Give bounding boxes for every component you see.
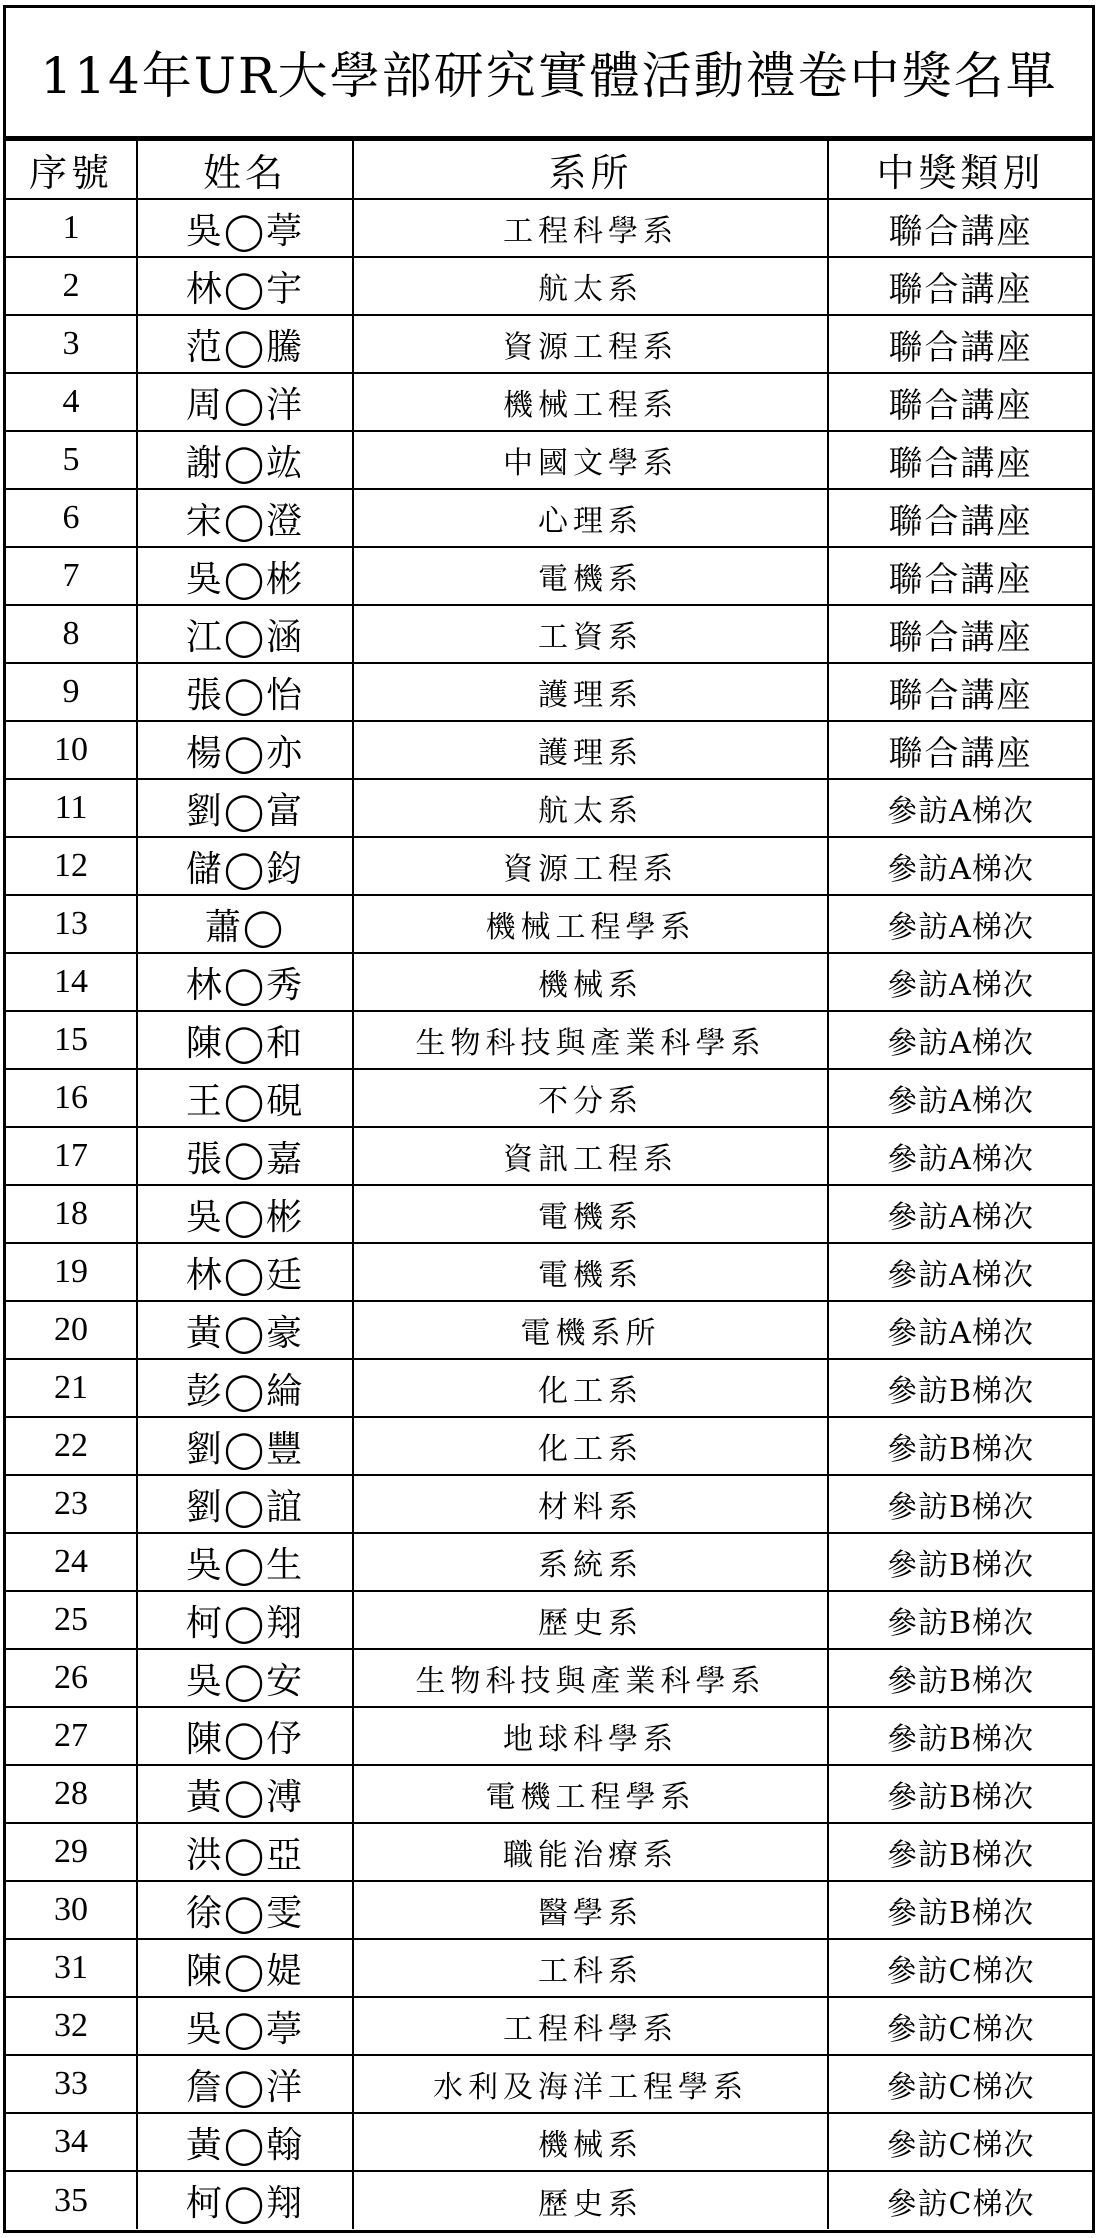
seq-cell: 12 <box>6 837 137 895</box>
seq-cell: 26 <box>6 1649 137 1707</box>
dept-cell: 護理系 <box>353 721 828 779</box>
table-row <box>6 257 1092 315</box>
prize-cell: 聯合講座 <box>828 257 1092 315</box>
seq-cell: 15 <box>6 1011 137 1069</box>
seq-cell: 18 <box>6 1185 137 1243</box>
prize-cell: 參訪A梯次 <box>828 1185 1092 1243</box>
header-prize: 中獎類別 <box>828 140 1092 199</box>
prize-cell: 參訪B梯次 <box>828 1823 1092 1881</box>
name-cell: 陳◯伃 <box>137 1707 353 1765</box>
table-row <box>6 1475 1092 1533</box>
name-cell: 儲◯鈞 <box>137 837 353 895</box>
seq-cell: 6 <box>6 489 137 547</box>
seq-cell: 22 <box>6 1417 137 1475</box>
dept-cell: 材料系 <box>353 1475 828 1533</box>
dept-cell: 電機系所 <box>353 1301 828 1359</box>
dept-cell: 機械工程系 <box>353 373 828 431</box>
prize-cell: 參訪A梯次 <box>828 1069 1092 1127</box>
document-title: 114年UR大學部研究實體活動禮卷中獎名單 <box>6 8 1092 139</box>
prize-cell: 聯合講座 <box>828 663 1092 721</box>
prize-cell: 參訪C梯次 <box>828 1939 1092 1997</box>
dept-cell: 地球科學系 <box>353 1707 828 1765</box>
seq-cell: 14 <box>6 953 137 1011</box>
dept-cell: 機械系 <box>353 953 828 1011</box>
name-cell: 柯◯翔 <box>137 2171 353 2229</box>
table-header-row <box>6 140 1092 199</box>
seq-cell: 27 <box>6 1707 137 1765</box>
seq-cell: 8 <box>6 605 137 663</box>
table-row <box>6 663 1092 721</box>
name-cell: 江◯涵 <box>137 605 353 663</box>
name-cell: 柯◯翔 <box>137 1591 353 1649</box>
table-row <box>6 373 1092 431</box>
name-cell: 吳◯生 <box>137 1533 353 1591</box>
name-cell: 周◯洋 <box>137 373 353 431</box>
prize-cell: 參訪B梯次 <box>828 1591 1092 1649</box>
table-row <box>6 1997 1092 2055</box>
name-cell: 林◯秀 <box>137 953 353 1011</box>
table-row <box>6 721 1092 779</box>
table-row <box>6 1243 1092 1301</box>
seq-cell: 35 <box>6 2171 137 2229</box>
prize-cell: 聯合講座 <box>828 489 1092 547</box>
table-row <box>6 2055 1092 2113</box>
prize-cell: 參訪A梯次 <box>828 779 1092 837</box>
table-row <box>6 1823 1092 1881</box>
dept-cell: 不分系 <box>353 1069 828 1127</box>
name-cell: 黃◯翰 <box>137 2113 353 2171</box>
name-cell: 黃◯溥 <box>137 1765 353 1823</box>
seq-cell: 34 <box>6 2113 137 2171</box>
dept-cell: 電機系 <box>353 1185 828 1243</box>
prize-cell: 聯合講座 <box>828 431 1092 489</box>
dept-cell: 歷史系 <box>353 1591 828 1649</box>
name-cell: 張◯嘉 <box>137 1127 353 1185</box>
name-cell: 劉◯豐 <box>137 1417 353 1475</box>
dept-cell: 醫學系 <box>353 1881 828 1939</box>
prize-cell: 參訪B梯次 <box>828 1475 1092 1533</box>
name-cell: 詹◯洋 <box>137 2055 353 2113</box>
prize-cell: 聯合講座 <box>828 547 1092 605</box>
prize-cell: 聯合講座 <box>828 605 1092 663</box>
seq-cell: 31 <box>6 1939 137 1997</box>
seq-cell: 7 <box>6 547 137 605</box>
name-cell: 王◯硯 <box>137 1069 353 1127</box>
seq-cell: 9 <box>6 663 137 721</box>
seq-cell: 29 <box>6 1823 137 1881</box>
header-seq: 序號 <box>6 140 137 199</box>
seq-cell: 16 <box>6 1069 137 1127</box>
table-row <box>6 1939 1092 1997</box>
prize-cell: 參訪B梯次 <box>828 1765 1092 1823</box>
table-row <box>6 953 1092 1011</box>
seq-cell: 21 <box>6 1359 137 1417</box>
name-cell: 洪◯亞 <box>137 1823 353 1881</box>
prize-cell: 參訪B梯次 <box>828 1359 1092 1417</box>
table-row <box>6 1591 1092 1649</box>
prize-cell: 參訪B梯次 <box>828 1881 1092 1939</box>
seq-cell: 20 <box>6 1301 137 1359</box>
name-cell: 林◯宇 <box>137 257 353 315</box>
table-body <box>6 199 1092 2229</box>
dept-cell: 化工系 <box>353 1359 828 1417</box>
table-row <box>6 1765 1092 1823</box>
dept-cell: 生物科技與產業科學系 <box>353 1649 828 1707</box>
prize-cell: 參訪A梯次 <box>828 1301 1092 1359</box>
dept-cell: 資源工程系 <box>353 837 828 895</box>
prize-cell: 參訪A梯次 <box>828 1243 1092 1301</box>
table-row <box>6 315 1092 373</box>
table-row <box>6 489 1092 547</box>
name-cell: 吳◯安 <box>137 1649 353 1707</box>
table-row <box>6 895 1092 953</box>
name-cell: 吳◯彬 <box>137 547 353 605</box>
prize-cell: 參訪C梯次 <box>828 2171 1092 2229</box>
table-row <box>6 837 1092 895</box>
name-cell: 宋◯澄 <box>137 489 353 547</box>
dept-cell: 歷史系 <box>353 2171 828 2229</box>
dept-cell: 工程科學系 <box>353 199 828 257</box>
name-cell: 吳◯葶 <box>137 1997 353 2055</box>
name-cell: 蕭◯ <box>137 895 353 953</box>
prize-cell: 聯合講座 <box>828 315 1092 373</box>
name-cell: 林◯廷 <box>137 1243 353 1301</box>
table-row <box>6 1881 1092 1939</box>
prize-cell: 參訪C梯次 <box>828 1997 1092 2055</box>
seq-cell: 23 <box>6 1475 137 1533</box>
dept-cell: 工資系 <box>353 605 828 663</box>
winner-table <box>6 139 1092 2229</box>
seq-cell: 1 <box>6 199 137 257</box>
dept-cell: 資源工程系 <box>353 315 828 373</box>
seq-cell: 24 <box>6 1533 137 1591</box>
seq-cell: 13 <box>6 895 137 953</box>
seq-cell: 33 <box>6 2055 137 2113</box>
dept-cell: 航太系 <box>353 257 828 315</box>
table-row <box>6 1011 1092 1069</box>
prize-cell: 參訪C梯次 <box>828 2113 1092 2171</box>
dept-cell: 機械工程學系 <box>353 895 828 953</box>
table-row <box>6 1533 1092 1591</box>
prize-cell: 參訪A梯次 <box>828 837 1092 895</box>
dept-cell: 工程科學系 <box>353 1997 828 2055</box>
name-cell: 劉◯富 <box>137 779 353 837</box>
prize-cell: 參訪C梯次 <box>828 2055 1092 2113</box>
seq-cell: 32 <box>6 1997 137 2055</box>
header-dept: 系所 <box>353 140 828 199</box>
table-row <box>6 1707 1092 1765</box>
dept-cell: 護理系 <box>353 663 828 721</box>
table-row <box>6 1069 1092 1127</box>
prize-cell: 參訪A梯次 <box>828 1011 1092 1069</box>
dept-cell: 工科系 <box>353 1939 828 1997</box>
table-row <box>6 2113 1092 2171</box>
dept-cell: 水利及海洋工程學系 <box>353 2055 828 2113</box>
dept-cell: 職能治療系 <box>353 1823 828 1881</box>
dept-cell: 生物科技與產業科學系 <box>353 1011 828 1069</box>
winner-list-document <box>3 5 1095 2233</box>
table-row <box>6 1301 1092 1359</box>
seq-cell: 17 <box>6 1127 137 1185</box>
name-cell: 陳◯媞 <box>137 1939 353 1997</box>
table-row <box>6 2171 1092 2229</box>
prize-cell: 參訪B梯次 <box>828 1707 1092 1765</box>
name-cell: 吳◯葶 <box>137 199 353 257</box>
table-row <box>6 1417 1092 1475</box>
seq-cell: 4 <box>6 373 137 431</box>
name-cell: 黃◯豪 <box>137 1301 353 1359</box>
dept-cell: 中國文學系 <box>353 431 828 489</box>
prize-cell: 參訪A梯次 <box>828 953 1092 1011</box>
header-name: 姓名 <box>137 140 353 199</box>
name-cell: 楊◯亦 <box>137 721 353 779</box>
table-row <box>6 547 1092 605</box>
table-row <box>6 199 1092 257</box>
table-row <box>6 1649 1092 1707</box>
name-cell: 謝◯竑 <box>137 431 353 489</box>
dept-cell: 機械系 <box>353 2113 828 2171</box>
prize-cell: 聯合講座 <box>828 373 1092 431</box>
table-row <box>6 431 1092 489</box>
name-cell: 吳◯彬 <box>137 1185 353 1243</box>
seq-cell: 3 <box>6 315 137 373</box>
prize-cell: 參訪A梯次 <box>828 895 1092 953</box>
prize-cell: 參訪A梯次 <box>828 1127 1092 1185</box>
seq-cell: 28 <box>6 1765 137 1823</box>
name-cell: 陳◯和 <box>137 1011 353 1069</box>
table-row <box>6 1185 1092 1243</box>
prize-cell: 參訪B梯次 <box>828 1417 1092 1475</box>
dept-cell: 電機系 <box>353 1243 828 1301</box>
dept-cell: 資訊工程系 <box>353 1127 828 1185</box>
dept-cell: 航太系 <box>353 779 828 837</box>
name-cell: 范◯騰 <box>137 315 353 373</box>
dept-cell: 電機工程學系 <box>353 1765 828 1823</box>
seq-cell: 5 <box>6 431 137 489</box>
dept-cell: 電機系 <box>353 547 828 605</box>
name-cell: 彭◯綸 <box>137 1359 353 1417</box>
name-cell: 張◯怡 <box>137 663 353 721</box>
prize-cell: 聯合講座 <box>828 721 1092 779</box>
dept-cell: 化工系 <box>353 1417 828 1475</box>
table-row <box>6 779 1092 837</box>
seq-cell: 2 <box>6 257 137 315</box>
seq-cell: 11 <box>6 779 137 837</box>
prize-cell: 參訪B梯次 <box>828 1533 1092 1591</box>
name-cell: 徐◯雯 <box>137 1881 353 1939</box>
seq-cell: 25 <box>6 1591 137 1649</box>
name-cell: 劉◯誼 <box>137 1475 353 1533</box>
dept-cell: 系統系 <box>353 1533 828 1591</box>
seq-cell: 19 <box>6 1243 137 1301</box>
table-row <box>6 605 1092 663</box>
seq-cell: 10 <box>6 721 137 779</box>
dept-cell: 心理系 <box>353 489 828 547</box>
prize-cell: 參訪B梯次 <box>828 1649 1092 1707</box>
table-row <box>6 1127 1092 1185</box>
seq-cell: 30 <box>6 1881 137 1939</box>
table-row <box>6 1359 1092 1417</box>
prize-cell: 聯合講座 <box>828 199 1092 257</box>
